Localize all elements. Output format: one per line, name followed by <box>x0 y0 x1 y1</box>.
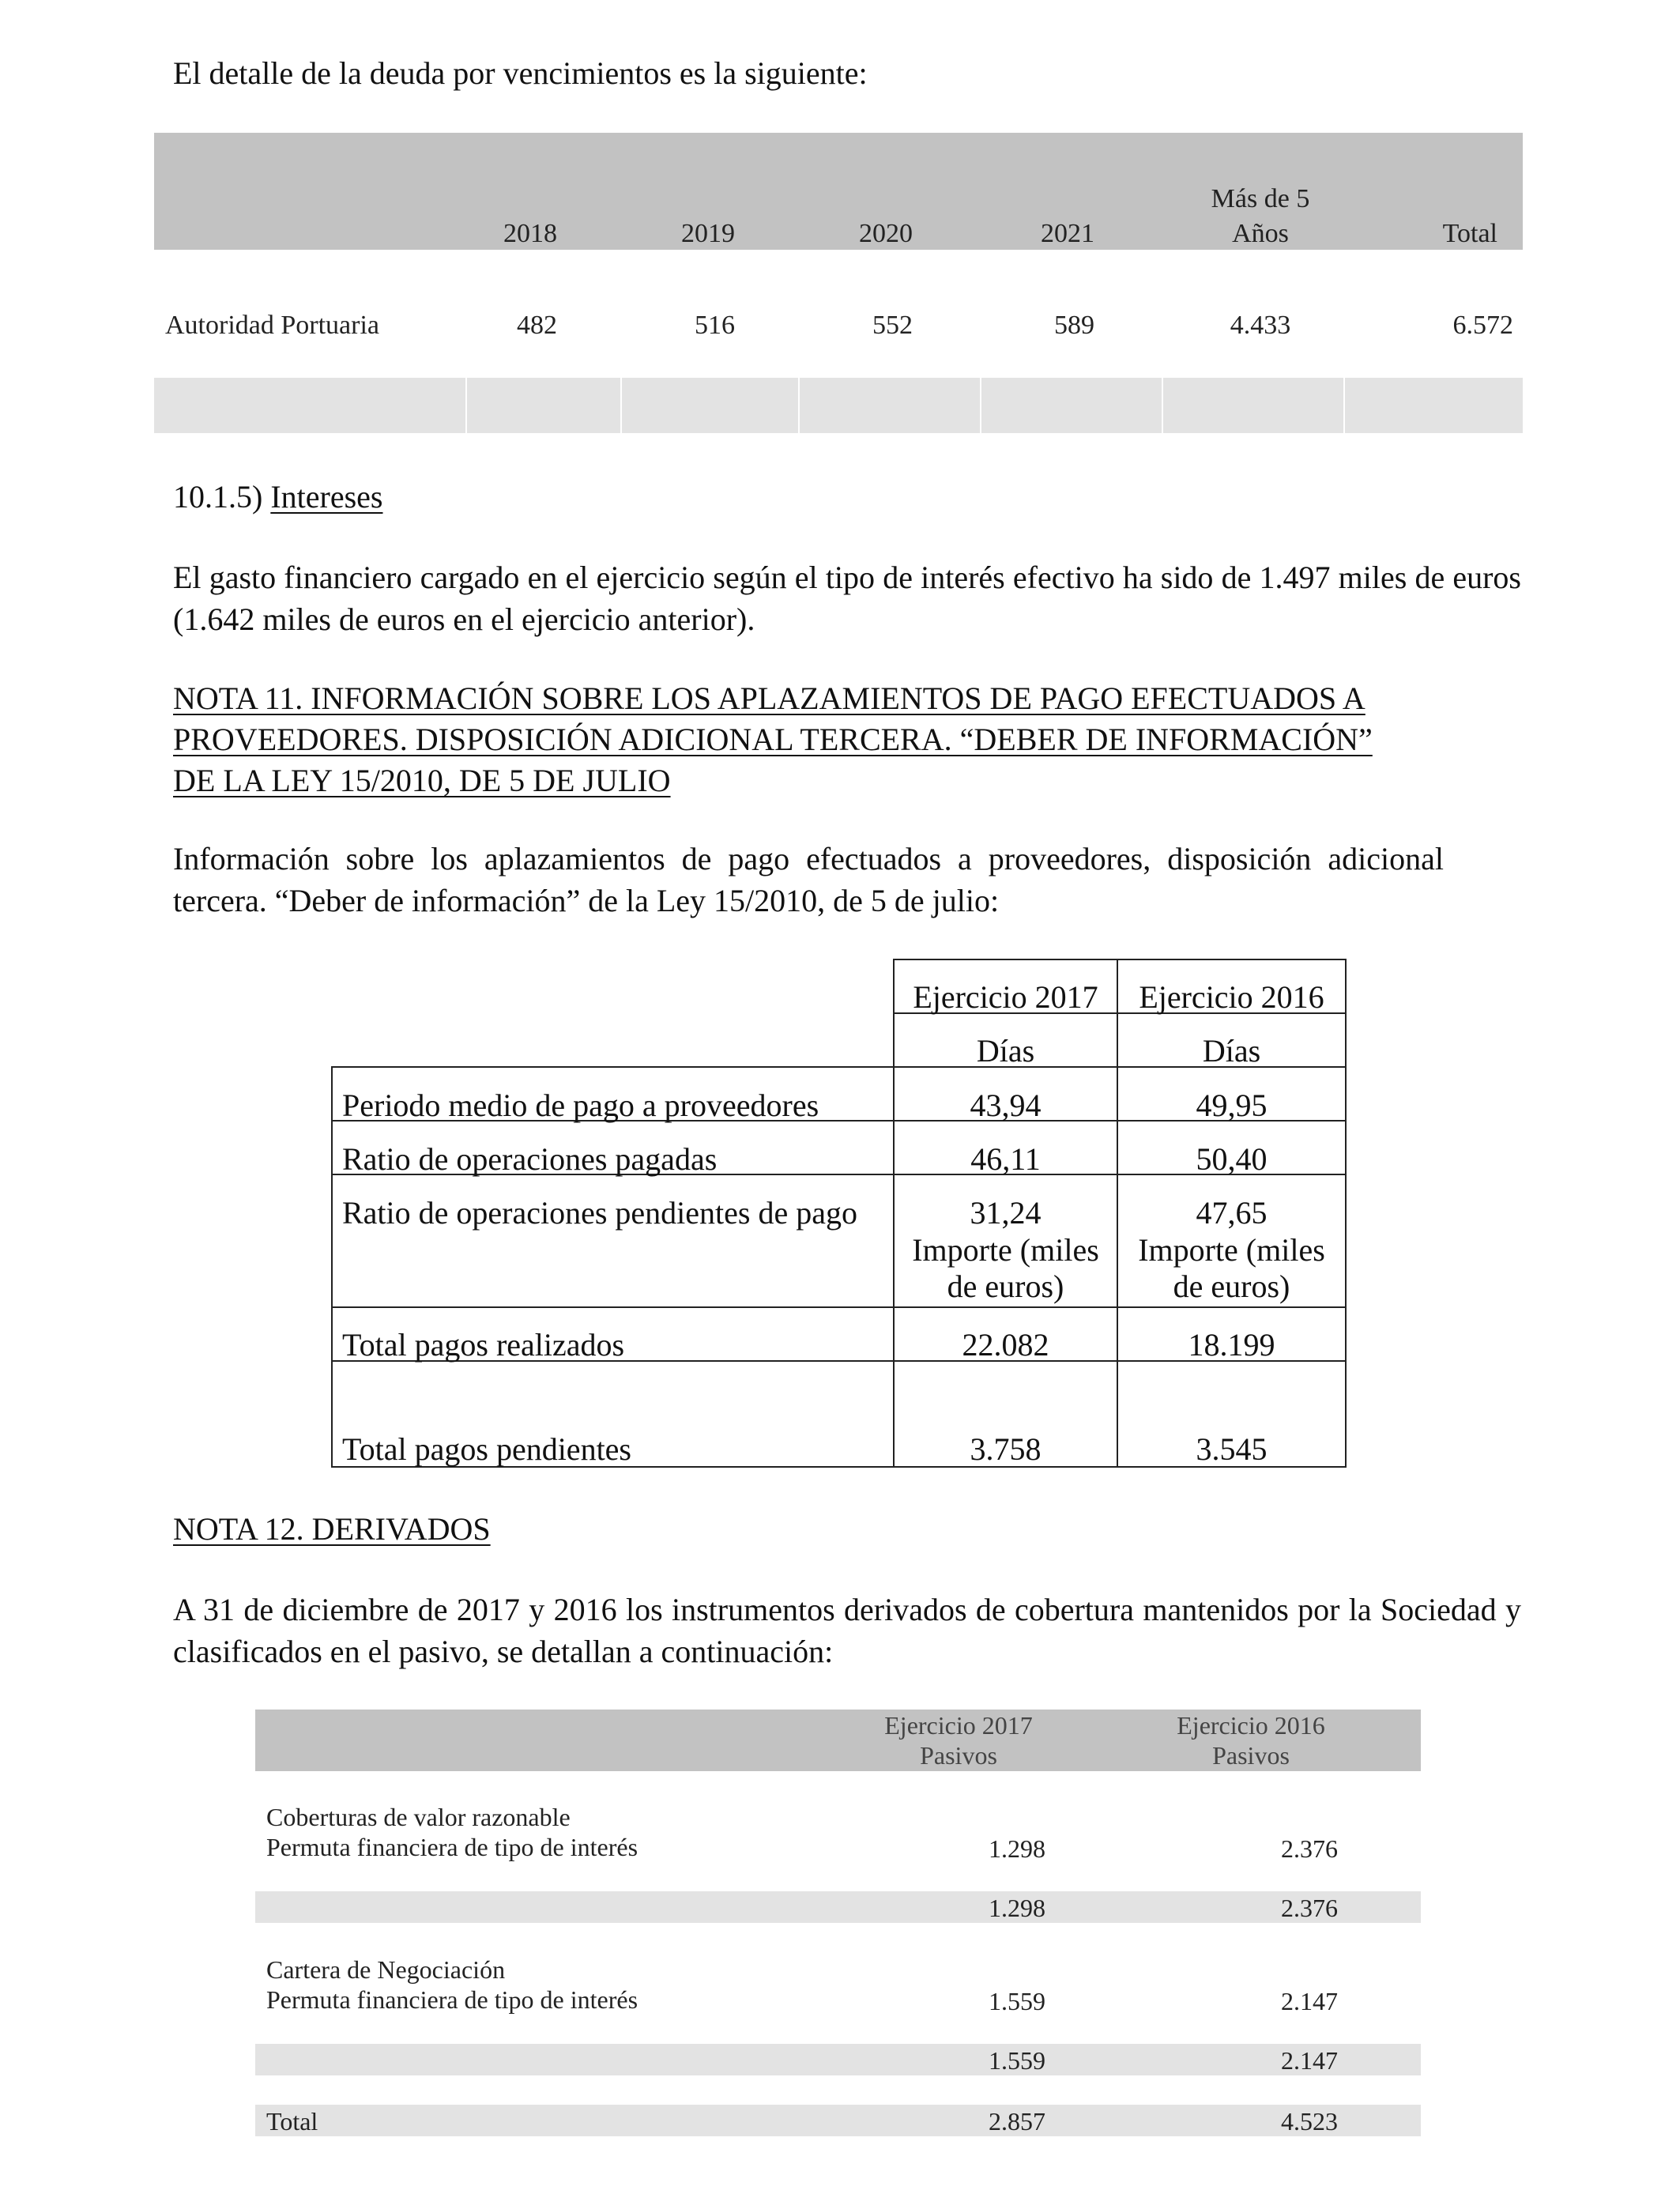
row-value-2016: 18.199 <box>1188 1327 1275 1363</box>
subtotal-band <box>255 1891 1421 1923</box>
unit-amount-2016-line1: Importe (miles <box>1138 1232 1325 1268</box>
grid-line <box>331 1306 1347 1308</box>
band-divider <box>620 378 622 433</box>
row-label-autoridad-portuaria: Autoridad Portuaria <box>165 311 379 340</box>
header-2018: 2018 <box>503 219 557 248</box>
value-2017: 1.298 <box>989 1834 1045 1863</box>
row-value-2016: 3.545 <box>1196 1431 1268 1467</box>
group-item: Permuta financiera de tipo de interés <box>266 1985 638 2014</box>
nota11-title-line: NOTA 11. INFORMACIÓN SOBRE LOS APLAZAMIENTOS DE PAGO EFECTUADOS A <box>173 680 1365 716</box>
unit-amount-2017-line1: Importe (miles <box>912 1232 1099 1268</box>
section-title-intereses: Intereses <box>270 479 383 515</box>
unit-days-2016: Días <box>1202 1033 1261 1069</box>
unit-amount-2017-line2: de euros) <box>947 1269 1064 1304</box>
value-2016: 2.147 <box>1281 1987 1338 2015</box>
row-label: Ratio de operaciones pagadas <box>342 1141 718 1177</box>
row-value-2017: 3.758 <box>970 1431 1042 1467</box>
derivatives-table <box>255 1710 1421 2179</box>
total-2016: 4.523 <box>1281 2107 1338 2136</box>
header-2020: 2020 <box>859 219 913 248</box>
band-divider <box>1343 378 1345 433</box>
nota12-body: A 31 de diciembre de 2017 y 2016 los instrumentos derivados de cobertura mantenidos por la Sociedad y clasificados en el pasivo, se detallan a continuación: <box>173 1592 1521 1669</box>
subtotal-2016: 2.147 <box>1281 2046 1338 2075</box>
section-number: 10.1.5) <box>173 479 263 515</box>
grid-line <box>1345 959 1347 1468</box>
value-2017: 1.559 <box>989 1987 1045 2015</box>
row-label: Ratio de operaciones pendientes de pago <box>342 1195 857 1231</box>
col-header-2017: Ejercicio 2017 <box>913 979 1098 1015</box>
nota11-title-line: DE LA LEY 15/2010, DE 5 DE JULIO <box>173 763 671 798</box>
row-label: Periodo medio de pago a proveedores <box>342 1088 819 1123</box>
group-title-coberturas: Coberturas de valor razonable <box>266 1803 571 1831</box>
maturity-table <box>154 133 1523 433</box>
subtotal-band <box>255 2044 1421 2075</box>
value-2016: 2.376 <box>1281 1834 1338 1863</box>
nota11-title-line: PROVEEDORES. DISPOSICIÓN ADICIONAL TERCERA. “DEBER DE INFORMACIÓN” <box>173 722 1373 757</box>
header-2017-line2: Pasivos <box>920 1741 997 1770</box>
subtotal-2017: 1.559 <box>989 2046 1045 2075</box>
row-value-2017: 22.082 <box>962 1327 1049 1363</box>
value-2021: 589 <box>1054 311 1094 340</box>
header-anos: Años <box>1232 219 1289 248</box>
grid-line <box>893 959 1347 960</box>
header-2019: 2019 <box>681 219 735 248</box>
value-mas-de-5: 4.433 <box>1230 311 1291 340</box>
nota11-body: Información sobre los aplazamientos de pago efectuados a proveedores, disposición adicional tercera. “Deber de información” de la Ley 15/2010, de 5 de julio: <box>173 841 1444 918</box>
band-divider <box>798 378 800 433</box>
total-label: Total <box>266 2107 318 2136</box>
intro-text: El detalle de la deuda por vencimientos es la siguiente: <box>173 55 868 91</box>
section-heading-10-1-5 <box>173 476 1521 518</box>
group-title-cartera: Cartera de Negociación <box>266 1955 506 1984</box>
subtotal-2017: 1.298 <box>989 1894 1045 1922</box>
value-2020: 552 <box>872 311 913 340</box>
row-value-2016: 50,40 <box>1196 1141 1268 1177</box>
unit-days-2017: Días <box>976 1033 1035 1069</box>
grid-line <box>331 1066 333 1468</box>
header-2021: 2021 <box>1041 219 1094 248</box>
row-value-2017: 46,11 <box>970 1141 1041 1177</box>
group-item: Permuta financiera de tipo de interés <box>266 1833 638 1861</box>
header-total: Total <box>1442 219 1497 248</box>
intereses-body: El gasto financiero cargado en el ejercicio según el tipo de interés efectivo ha sido de 1.497 miles de euros (1.642 miles de euros en el ejercicio anterior). <box>173 560 1521 637</box>
row-value-2016: 49,95 <box>1196 1088 1268 1123</box>
value-2019: 516 <box>695 311 735 340</box>
value-2018: 482 <box>517 311 557 340</box>
subtotal-2016: 2.376 <box>1281 1894 1338 1922</box>
maturity-table-footer-band <box>154 378 1523 433</box>
row-value-2016: 47,65 <box>1196 1195 1268 1231</box>
unit-amount-2016-line2: de euros) <box>1173 1269 1290 1304</box>
row-value-2017: 43,94 <box>970 1088 1042 1123</box>
nota11-title <box>173 678 1524 801</box>
row-label: Total pagos pendientes <box>342 1431 631 1467</box>
row-label: Total pagos realizados <box>342 1327 625 1363</box>
payment-table <box>331 959 1347 1468</box>
header-2016-line2: Pasivos <box>1212 1741 1290 1770</box>
band-divider <box>980 378 981 433</box>
total-2017: 2.857 <box>989 2107 1045 2136</box>
header-2016-line1: Ejercicio 2016 <box>1177 1711 1325 1740</box>
value-total: 6.572 <box>1452 311 1513 340</box>
band-divider <box>465 378 467 433</box>
nota12-title: NOTA 12. DERIVADOS <box>173 1511 491 1547</box>
band-divider <box>1162 378 1163 433</box>
row-value-2017: 31,24 <box>970 1195 1042 1231</box>
header-mas-de-5: Más de 5 <box>1211 184 1310 213</box>
header-2017-line1: Ejercicio 2017 <box>884 1711 1033 1740</box>
col-header-2016: Ejercicio 2016 <box>1139 979 1324 1015</box>
